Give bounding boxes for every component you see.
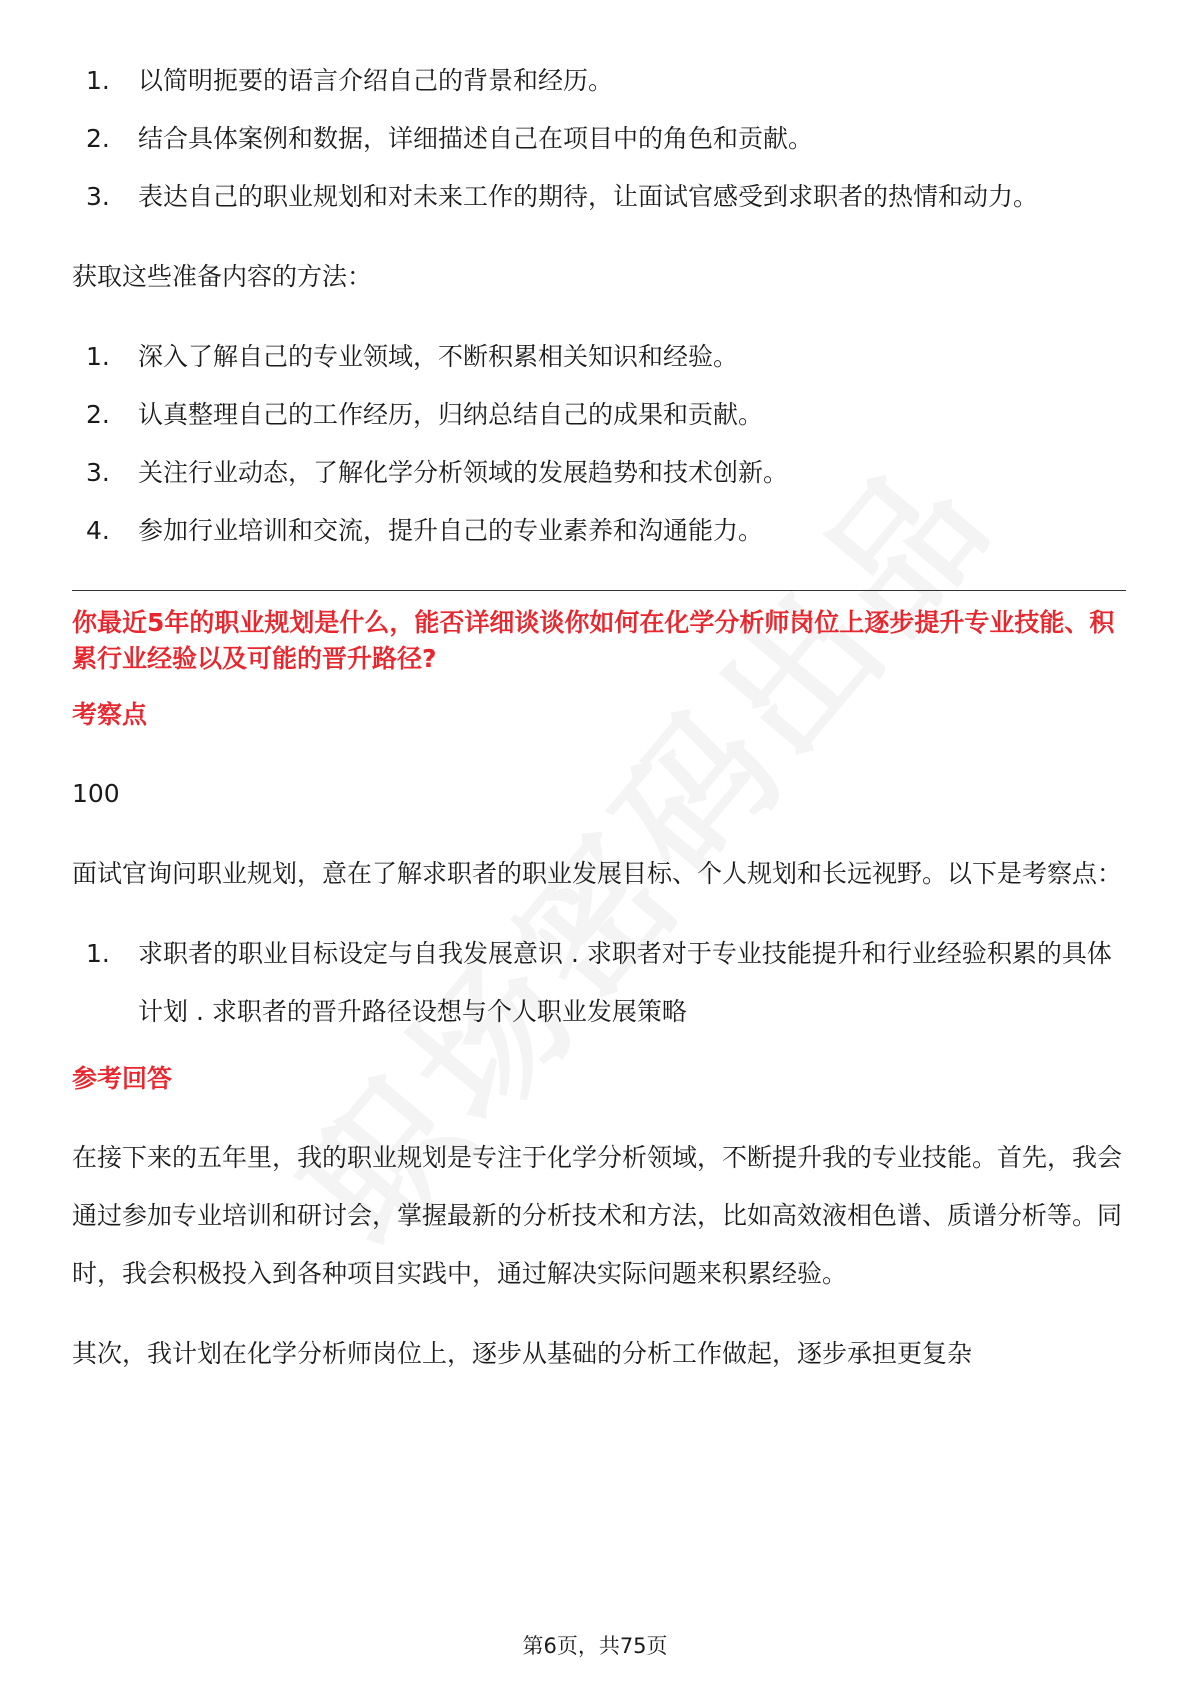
- intro-paragraph: 面试官询问职业规划，意在了解求职者的职业发展目标、个人规划和长远视野。以下是考察点：: [72, 859, 1123, 888]
- list-item: [72, 386, 1122, 444]
- list-number: 1.: [86, 342, 110, 371]
- list-text: 深入了解自己的专业领域，不断积累相关知识和经验。: [138, 342, 739, 371]
- list-text: 以简明扼要的语言介绍自己的背景和经历。: [138, 66, 614, 95]
- list-text: 关注行业动态，了解化学分析领域的发展趋势和技术创新。: [138, 458, 789, 487]
- answer-paragraph: 在接下来的五年里，我的职业规划是专注于化学分析领域，不断提升我的专业技能。首先，我会通过参加专业培训和研讨会，掌握最新的分析技术和方法，比如高效液相色谱、质谱分析等。同时，我会积极投入到各种项目实践中，通过解决实际问题来积累经验。: [72, 1143, 1123, 1288]
- list-number: 3.: [86, 182, 110, 211]
- list-number: 4.: [86, 516, 110, 545]
- list-text: 表达自己的职业规划和对未来工作的期待，让面试官感受到求职者的热情和动力。: [138, 182, 1039, 211]
- list-number: 2.: [86, 400, 110, 429]
- section-divider: [72, 590, 1126, 591]
- list-text: 认真整理自己的工作经历，归纳总结自己的成果和贡献。: [138, 400, 764, 429]
- page-content: [72, 52, 1122, 1383]
- list-item: [72, 328, 1122, 386]
- kaochadian-list: [72, 925, 1122, 1041]
- methods-list: [72, 328, 1122, 560]
- list-item: [72, 110, 1122, 168]
- list-number: 1.: [86, 939, 110, 968]
- kaochadian-heading: 考察点: [72, 700, 148, 729]
- list-number: 2.: [86, 124, 110, 153]
- score-value: 100: [72, 779, 120, 808]
- answer-tips-list: [72, 52, 1122, 226]
- answer-paragraph: 其次，我计划在化学分析师岗位上，逐步从基础的分析工作做起，逐步承担更复杂: [72, 1339, 973, 1368]
- list-text: 参加行业培训和交流，提升自己的专业素养和沟通能力。: [138, 516, 764, 545]
- list-text: 求职者的职业目标设定与自我发展意识 . 求职者对于专业技能提升和行业经验积累的具体计划 . 求职者的晋升路径设想与个人职业发展策略: [138, 939, 1112, 1026]
- list-item: [72, 925, 1122, 1041]
- methods-heading: 获取这些准备内容的方法：: [72, 262, 373, 291]
- list-item: [72, 444, 1122, 502]
- interview-question: 你最近5年的职业规划是什么，能否详细谈谈你如何在化学分析师岗位上逐步提升专业技能、积累行业经验以及可能的晋升路径?: [72, 608, 1115, 673]
- list-number: 3.: [86, 458, 110, 487]
- page-footer: 第6页，共75页: [522, 1634, 668, 1658]
- list-number: 1.: [86, 66, 110, 95]
- answer-heading: 参考回答: [72, 1064, 173, 1093]
- list-item: [72, 52, 1122, 110]
- list-item: [72, 502, 1122, 560]
- list-text: 结合具体案例和数据，详细描述自己在项目中的角色和贡献。: [138, 124, 814, 153]
- list-item: [72, 168, 1122, 226]
